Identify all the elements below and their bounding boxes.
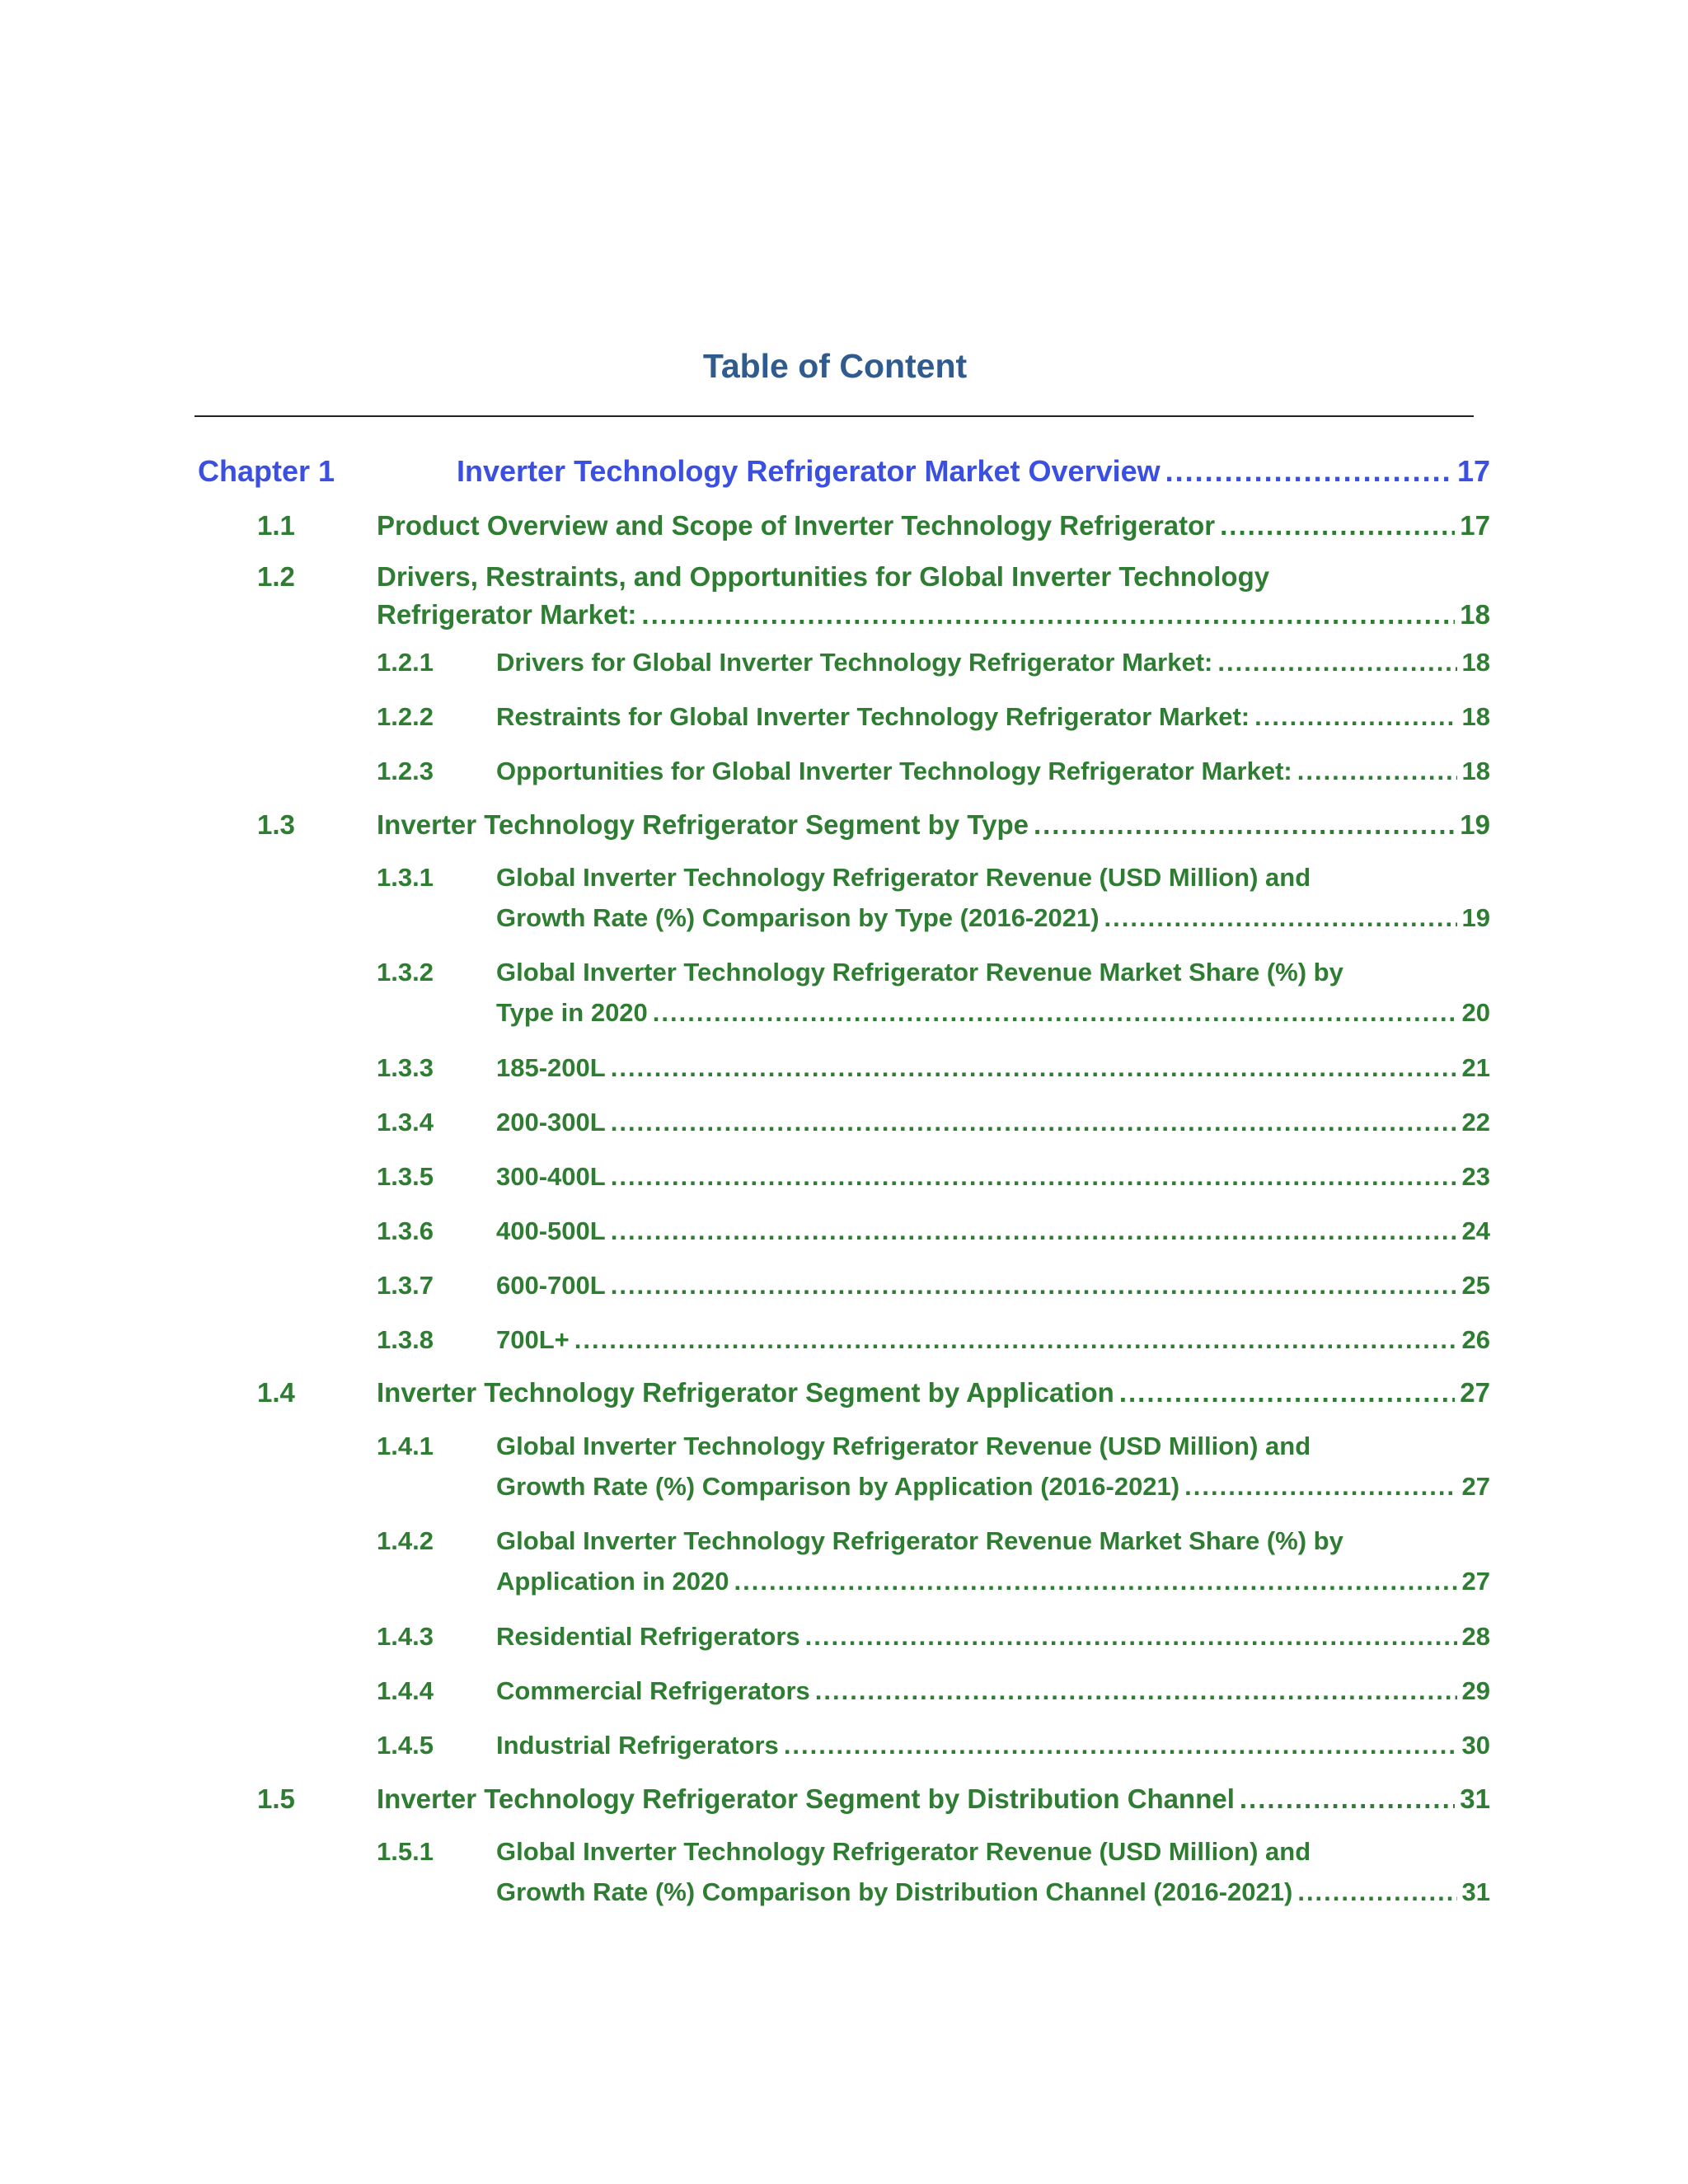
toc-section-number: 1.4.1 <box>377 1432 434 1460</box>
toc-entry-1-3-2[interactable] <box>377 952 1490 1033</box>
toc-section-number: 1.2.3 <box>377 757 434 785</box>
toc-dot-leader <box>653 992 1457 1033</box>
toc-page-number: 26 <box>1461 1325 1490 1354</box>
toc-chapter-entry[interactable] <box>198 452 1490 493</box>
toc-section-number: 1.1 <box>257 510 295 541</box>
toc-section-number: 1.4.4 <box>377 1676 434 1705</box>
toc-section-number: 1.4.2 <box>377 1526 434 1555</box>
toc-entry-title: Type in 2020 <box>496 998 648 1027</box>
toc-entry-title: Industrial Refrigerators <box>496 1731 779 1760</box>
toc-section-number: 1.3 <box>257 809 295 840</box>
toc-entry-title: Global Inverter Technology Refrigerator Revenue (USD Million) and <box>496 1837 1311 1866</box>
toc-dot-leader <box>1240 1780 1455 1818</box>
toc-page-number: 28 <box>1461 1622 1490 1651</box>
page-title: Table of Content <box>702 347 968 385</box>
toc-chapter-title: Inverter Technology Refrigerator Market Overview <box>457 454 1160 488</box>
toc-dot-leader <box>1220 507 1455 545</box>
toc-dot-leader <box>611 1265 1457 1305</box>
toc-chapter-number: Chapter 1 <box>198 454 335 488</box>
toc-page-number: 19 <box>1461 903 1490 932</box>
toc-entry-title: Product Overview and Scope of Inverter Technology Refrigerator <box>377 510 1216 541</box>
toc-page-number: 29 <box>1461 1676 1490 1705</box>
toc-page-number: 18 <box>1461 648 1490 677</box>
toc-entry-1-3-8[interactable] <box>377 1319 1490 1360</box>
toc-section-number: 1.5.1 <box>377 1837 434 1866</box>
toc-section-number: 1.3.1 <box>377 863 434 892</box>
toc-entry-1-5-1[interactable] <box>377 1831 1490 1912</box>
toc-entry-1-2[interactable] <box>257 558 1490 634</box>
toc-entry-1-3-6[interactable] <box>377 1211 1490 1251</box>
toc-entry-1-4-3[interactable] <box>377 1616 1490 1657</box>
toc-entry-title: Drivers, Restraints, and Opportunities for Global Inverter Technology <box>377 561 1270 592</box>
toc-entry-1-3-4[interactable] <box>377 1102 1490 1142</box>
toc-entry-title: Residential Refrigerators <box>496 1622 800 1651</box>
toc-dot-leader <box>1217 642 1456 682</box>
toc-page-number: 18 <box>1461 757 1490 785</box>
toc-page-number: 31 <box>1461 1877 1490 1906</box>
toc-entry-1-2-3[interactable] <box>377 751 1490 791</box>
toc-dot-leader <box>1254 696 1456 737</box>
toc-dot-leader <box>1119 1374 1455 1412</box>
toc-dot-leader <box>611 1102 1457 1142</box>
toc-entry-title: Growth Rate (%) Comparison by Distribution Channel (2016-2021) <box>496 1877 1293 1906</box>
toc-entry-1-3[interactable] <box>257 806 1490 844</box>
toc-section-number: 1.2 <box>257 561 295 592</box>
toc-section-number: 1.3.2 <box>377 958 434 987</box>
toc-entry-title: 700L+ <box>496 1325 570 1354</box>
toc-entry-title: Global Inverter Technology Refrigerator Revenue (USD Million) and <box>496 1432 1311 1460</box>
toc-page-number: 31 <box>1460 1783 1490 1814</box>
toc-dot-leader <box>815 1671 1457 1711</box>
toc-section-number: 1.5 <box>257 1783 295 1814</box>
toc-entry-title: 200-300L <box>496 1108 606 1137</box>
toc-dot-leader <box>1165 452 1452 491</box>
toc-section-number: 1.4 <box>257 1377 295 1408</box>
toc-entry-title: Refrigerator Market: <box>377 599 637 630</box>
toc-page-number: 17 <box>1456 454 1490 488</box>
toc-page-number: 20 <box>1461 998 1490 1027</box>
toc-entry-title: 400-500L <box>496 1216 606 1245</box>
toc-entry-title: Global Inverter Technology Refrigerator Revenue Market Share (%) by <box>496 1526 1343 1555</box>
toc-section-number: 1.2.1 <box>377 648 434 677</box>
toc-section-number: 1.4.3 <box>377 1622 434 1651</box>
toc-dot-leader <box>1184 1466 1456 1507</box>
toc-entry-1-3-5[interactable] <box>377 1156 1490 1197</box>
toc-entry-title: Global Inverter Technology Refrigerator Revenue Market Share (%) by <box>496 958 1343 987</box>
toc-dot-leader <box>611 1047 1457 1088</box>
toc-page-number: 23 <box>1461 1162 1490 1191</box>
toc-page-number: 21 <box>1461 1053 1490 1082</box>
toc-entry-1-4[interactable] <box>257 1374 1490 1412</box>
toc-page-number: 22 <box>1461 1108 1490 1137</box>
toc-entry-title: Drivers for Global Inverter Technology Refrigerator Market: <box>496 648 1213 677</box>
toc-section-number: 1.3.7 <box>377 1271 434 1300</box>
toc-section-number: 1.3.6 <box>377 1216 434 1245</box>
toc-section-number: 1.3.5 <box>377 1162 434 1191</box>
toc-section-number: 1.3.3 <box>377 1053 434 1082</box>
toc-dot-leader <box>1034 806 1455 844</box>
toc-dot-leader <box>734 1561 1457 1601</box>
toc-page-number: 25 <box>1461 1271 1490 1300</box>
toc-entry-1-4-5[interactable] <box>377 1725 1490 1765</box>
toc-entry-1-2-1[interactable] <box>377 642 1490 682</box>
toc-section-number: 1.4.5 <box>377 1731 434 1760</box>
toc-entry-1-4-4[interactable] <box>377 1671 1490 1711</box>
toc-entry-title: 300-400L <box>496 1162 606 1191</box>
toc-page-number: 24 <box>1461 1216 1490 1245</box>
toc-entry-title: Commercial Refrigerators <box>496 1676 810 1705</box>
toc-dot-leader <box>1297 751 1457 791</box>
toc-page-number: 27 <box>1460 1377 1490 1408</box>
toc-entry-title: Growth Rate (%) Comparison by Application (2016-2021) <box>496 1472 1180 1501</box>
toc-entry-title: Restraints for Global Inverter Technology Refrigerator Market: <box>496 702 1250 731</box>
toc-entry-1-5[interactable] <box>257 1780 1490 1818</box>
toc-entry-title: Inverter Technology Refrigerator Segment by Distribution Channel <box>377 1783 1235 1814</box>
toc-entry-title: Inverter Technology Refrigerator Segment by Type <box>377 809 1029 840</box>
toc-page-number: 27 <box>1461 1472 1490 1501</box>
toc-page-number: 27 <box>1461 1567 1490 1596</box>
toc-page-number: 30 <box>1461 1731 1490 1760</box>
toc-entry-1-3-3[interactable] <box>377 1047 1490 1088</box>
toc-entry-title: Opportunities for Global Inverter Technology Refrigerator Market: <box>496 757 1292 785</box>
toc-dot-leader <box>784 1725 1457 1765</box>
toc-entry-title: 600-700L <box>496 1271 606 1300</box>
toc-entry-title: Global Inverter Technology Refrigerator Revenue (USD Million) and <box>496 863 1311 892</box>
toc-entry-title: Inverter Technology Refrigerator Segment by Application <box>377 1377 1114 1408</box>
toc-entry-title: Application in 2020 <box>496 1567 729 1596</box>
toc-page-number: 17 <box>1460 510 1490 541</box>
toc-section-number: 1.3.4 <box>377 1108 434 1137</box>
toc-entry-1-3-7[interactable] <box>377 1265 1490 1305</box>
toc-page-number: 18 <box>1460 599 1490 630</box>
toc-page-number: 18 <box>1461 702 1490 731</box>
toc-entry-1-2-2[interactable] <box>377 696 1490 737</box>
toc-section-number: 1.3.8 <box>377 1325 434 1354</box>
toc-entry-1-4-1[interactable] <box>377 1426 1490 1507</box>
toc-entry-title: Growth Rate (%) Comparison by Type (2016-2021) <box>496 903 1100 932</box>
toc-dot-leader <box>611 1156 1457 1197</box>
toc-section-number: 1.2.2 <box>377 702 434 731</box>
toc-dot-leader <box>574 1319 1457 1360</box>
toc-entry-1-3-1[interactable] <box>377 857 1490 938</box>
toc-dot-leader <box>805 1616 1457 1657</box>
toc-dot-leader <box>611 1211 1457 1251</box>
toc-entry-title: 185-200L <box>496 1053 606 1082</box>
toc-entry-1-4-2[interactable] <box>377 1521 1490 1601</box>
toc-dot-leader <box>1104 898 1457 938</box>
toc-page-number: 19 <box>1460 809 1490 840</box>
toc-dot-leader <box>1297 1872 1456 1912</box>
toc-entry-1-1[interactable] <box>257 507 1490 545</box>
toc-dot-leader <box>641 596 1455 634</box>
